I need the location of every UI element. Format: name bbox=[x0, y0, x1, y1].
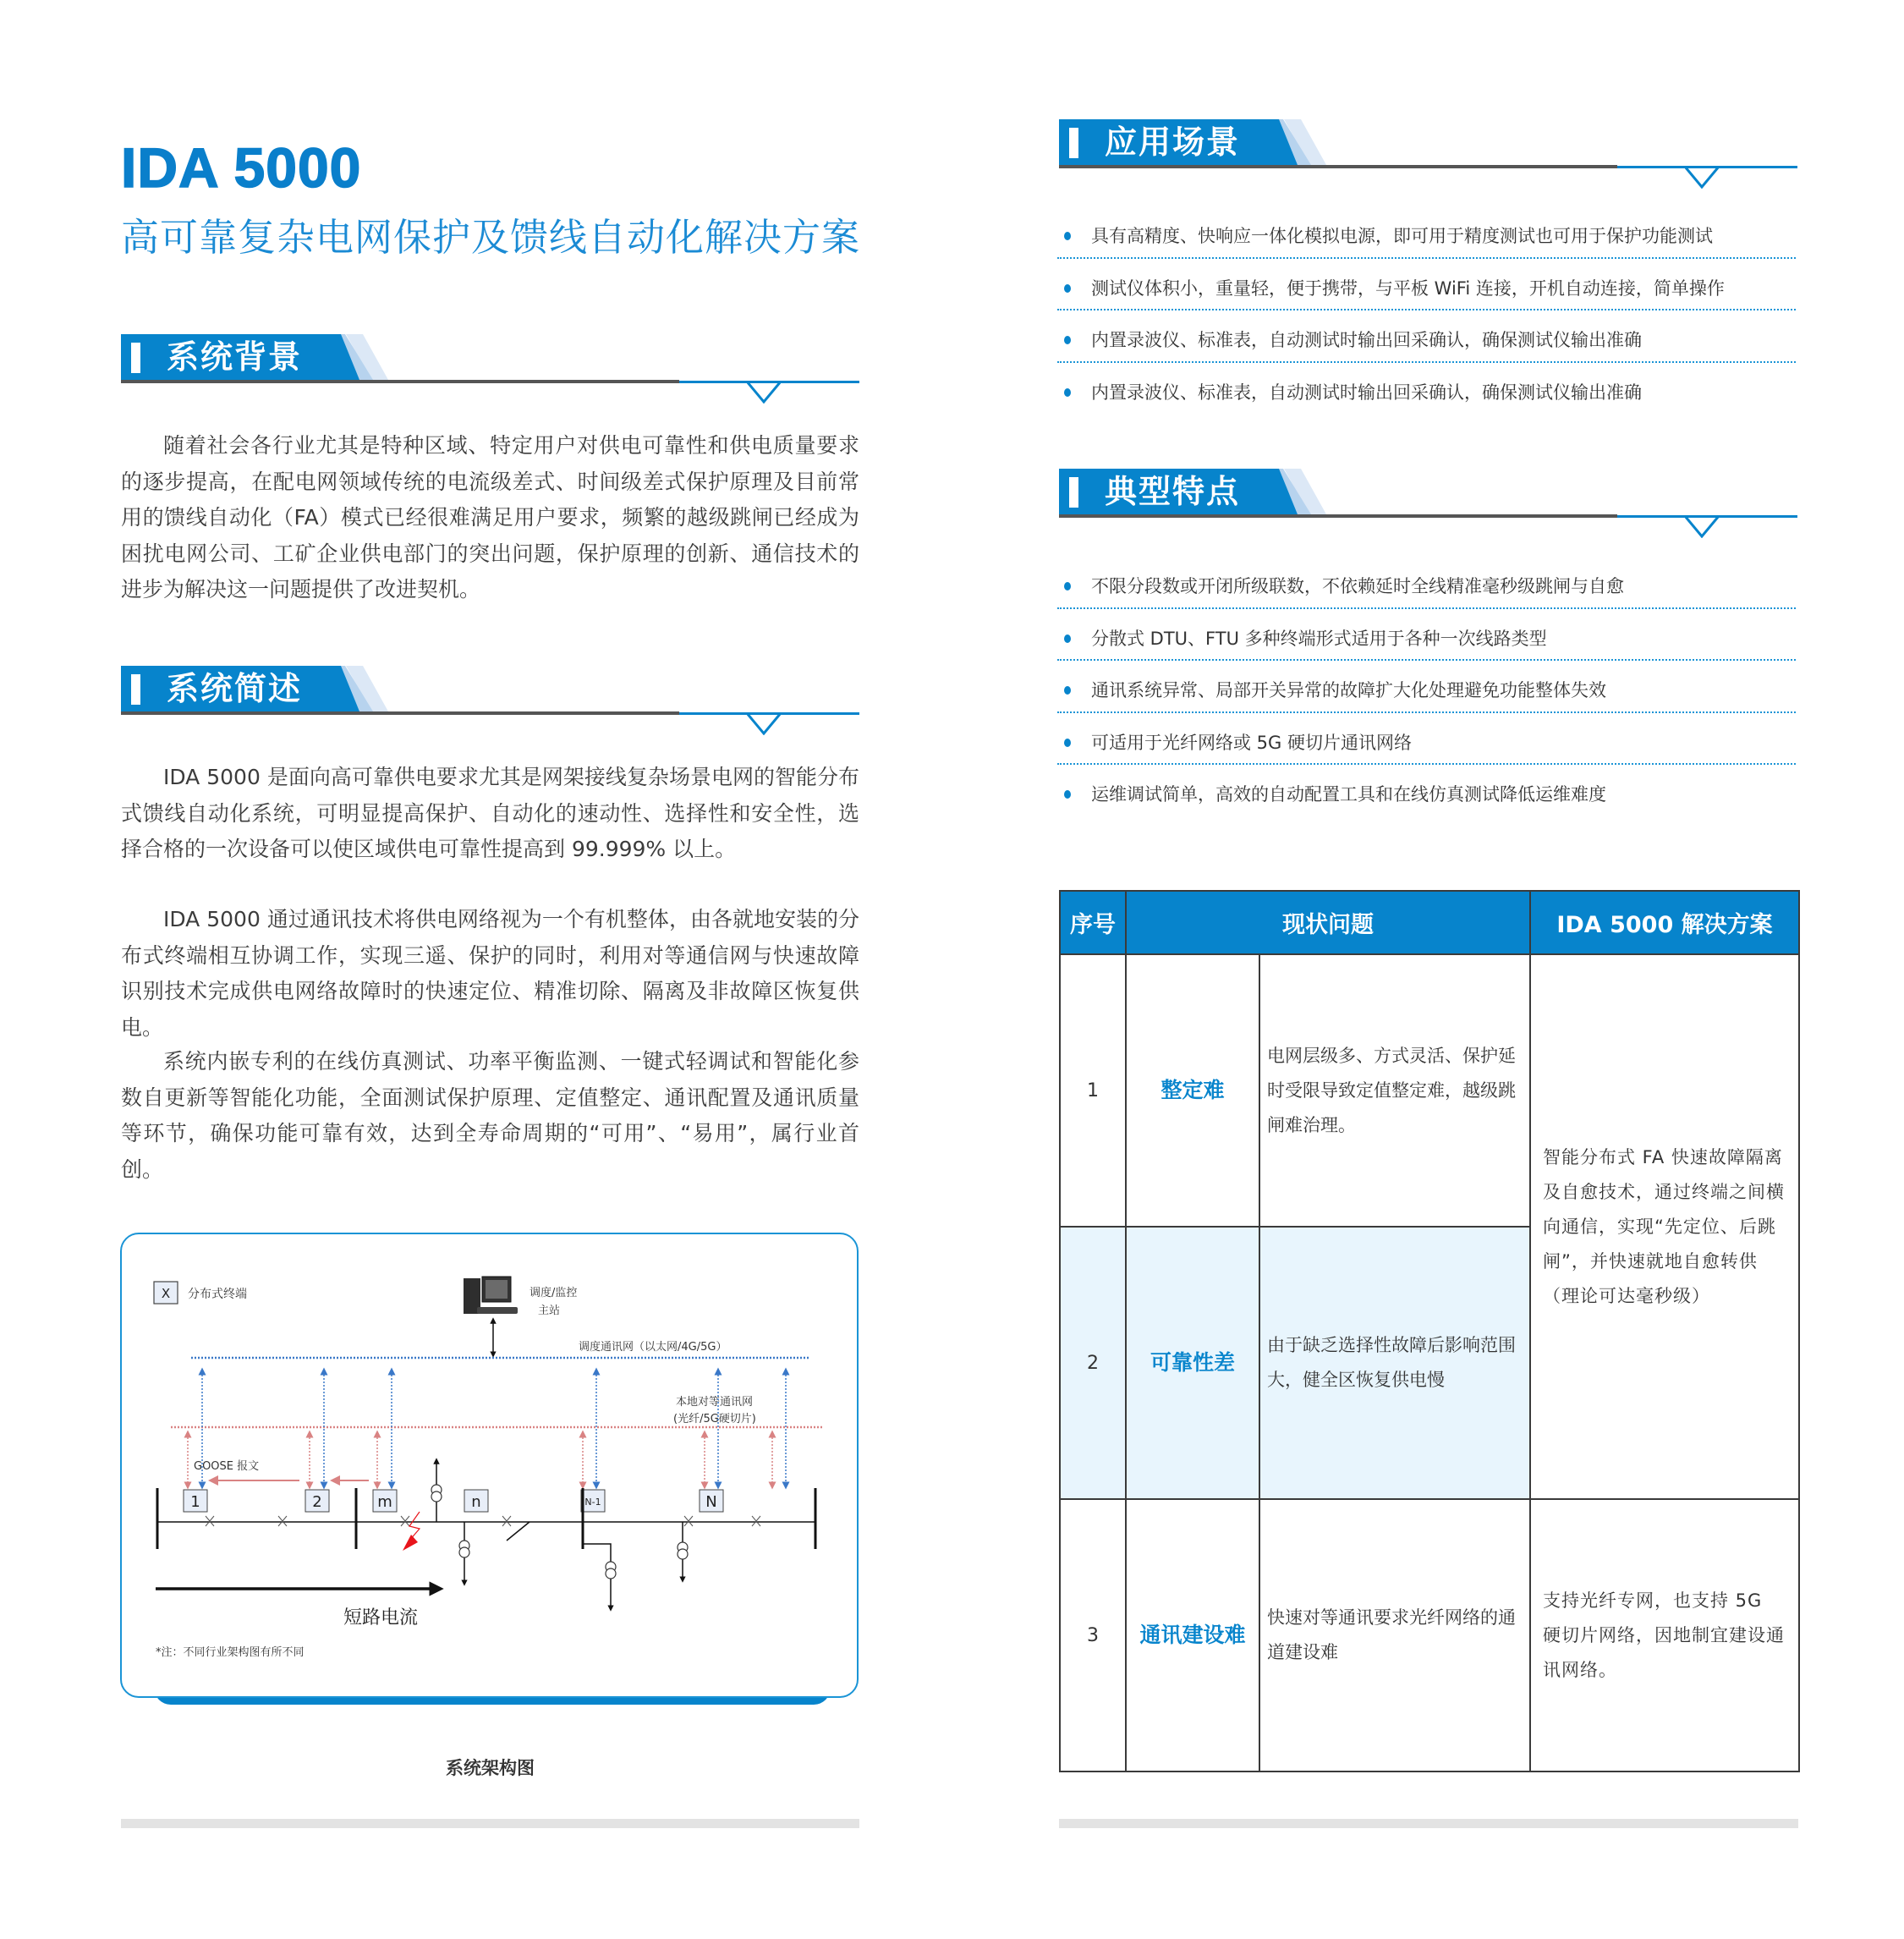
list-item: 运维调试简单，高效的自动配置工具和在线仿真测试降低运维难度 bbox=[1057, 765, 1796, 817]
column-header-no: 序号 bbox=[1060, 891, 1126, 954]
row-category: 通讯建设难 bbox=[1126, 1499, 1259, 1771]
svg-text:2: 2 bbox=[312, 1493, 322, 1511]
page-title: IDA 5000 bbox=[121, 136, 362, 199]
svg-text:1: 1 bbox=[190, 1493, 200, 1511]
diagram-caption: 系统架构图 bbox=[446, 1758, 535, 1778]
svg-text:N-1: N-1 bbox=[584, 1497, 601, 1508]
table-row bbox=[1060, 954, 1799, 1227]
table-header-row bbox=[1060, 891, 1799, 954]
list-item: 具有高精度、快响应一体化模拟电源，即可用于精度测试也可用于保护功能测试 bbox=[1057, 206, 1796, 259]
row-number: 1 bbox=[1060, 954, 1126, 1227]
computer-master-station-icon bbox=[464, 1277, 518, 1314]
footer-divider-left bbox=[121, 1819, 859, 1828]
header-rule bbox=[121, 380, 679, 383]
notch-chevron-icon bbox=[747, 711, 781, 735]
footer-divider-right bbox=[1059, 1819, 1798, 1828]
terminal-boxes bbox=[184, 1490, 723, 1512]
page-subtitle: 高可靠复杂电网保护及馈线自动化解决方案 bbox=[121, 215, 861, 260]
header-bar-icon bbox=[131, 674, 140, 705]
svg-text:(光纤/5G硬切片): (光纤/5G硬切片) bbox=[673, 1413, 756, 1425]
svg-text:N: N bbox=[705, 1493, 717, 1511]
list-item: 可适用于光纤网络或 5G 硬切片通讯网络 bbox=[1057, 713, 1796, 766]
bullet-icon bbox=[1064, 232, 1071, 240]
column-header-problem: 现状问题 bbox=[1126, 891, 1530, 954]
notch-chevron-icon bbox=[1685, 514, 1719, 538]
list-item: 内置录波仪、标准表，自动测试时输出回采确认，确保测试仪输出准确 bbox=[1057, 363, 1796, 415]
section-header-features bbox=[1059, 469, 1797, 538]
row-category: 整定难 bbox=[1126, 954, 1259, 1227]
svg-text:本地对等通讯网: 本地对等通讯网 bbox=[676, 1396, 754, 1409]
section-header-applications bbox=[1059, 119, 1797, 189]
section-heading: 应用场景 bbox=[1105, 124, 1241, 161]
bullet-icon bbox=[1064, 686, 1071, 695]
notch-chevron-icon bbox=[747, 380, 781, 404]
bullet-icon bbox=[1064, 582, 1071, 590]
svg-text:主站: 主站 bbox=[538, 1305, 561, 1317]
transformer-icons bbox=[431, 1461, 688, 1608]
section-header-background bbox=[121, 334, 859, 404]
applications-list bbox=[1057, 206, 1796, 415]
table-row bbox=[1060, 1499, 1799, 1771]
bullet-icon bbox=[1064, 284, 1071, 293]
row-problem: 电网层级多、方式灵活、保护延时受限导致定值整定难，越级跳闸难治理。 bbox=[1259, 954, 1530, 1227]
bullet-icon bbox=[1064, 388, 1071, 397]
svg-text:GOOSE 报文: GOOSE 报文 bbox=[194, 1460, 260, 1473]
overview-paragraph-1: IDA 5000 是面向高可靠供电要求尤其是网架接线复杂场景电网的智能分布式馈线自动化系统，可明显提高保护、自动化的速动性、选择性和安全性，选择合格的一次设备可以使区域供电可靠性提高到 99.999% 以上。 bbox=[121, 765, 859, 861]
row-problem: 由于缺乏选择性故障后影响范围大，健全区恢复供电慢 bbox=[1259, 1227, 1530, 1499]
svg-text:调度通讯网（以太网/4G/5G）: 调度通讯网（以太网/4G/5G） bbox=[579, 1341, 727, 1354]
header-rule bbox=[121, 711, 679, 715]
row-number: 3 bbox=[1060, 1499, 1126, 1771]
list-item: 不限分段数或开闭所级联数，不依赖延时全线精准毫秒级跳闸与自愈 bbox=[1057, 557, 1796, 609]
list-item: 内置录波仪、标准表，自动测试时输出回采确认，确保测试仪输出准确 bbox=[1057, 310, 1796, 363]
list-item: 测试仪体积小，重量轻，便于携带，与平板 WiFi 连接，开机自动连接，简单操作 bbox=[1057, 259, 1796, 311]
column-header-solution: IDA 5000 解决方案 bbox=[1530, 891, 1799, 954]
list-item: 分散式 DTU、FTU 多种终端形式适用于各种一次线路类型 bbox=[1057, 609, 1796, 662]
header-rule bbox=[1059, 514, 1617, 518]
fault-lightning-icon bbox=[403, 1512, 420, 1551]
background-paragraph: 随着社会各行业尤其是特种区域、特定用户对供电可靠性和供电质量要求的逐步提高，在配电网领域传统的电流级差式、时间级差式保护原理及目前常用的馈线自动化（FA）模式已经很难满足用户要求，频繁的越级跳闸已经成为困扰电网公司、工矿企业供电部门的突出问题，保护原理的创新、通信技术的进步为解决这一问题提供了改进契机。 bbox=[121, 433, 859, 601]
comparison-table bbox=[1059, 890, 1800, 1772]
section-heading: 典型特点 bbox=[1105, 473, 1241, 510]
header-bar-icon bbox=[1069, 128, 1078, 158]
bullet-icon bbox=[1064, 336, 1071, 344]
row-problem: 快速对等通讯要求光纤网络的通道建设难 bbox=[1259, 1499, 1530, 1771]
bullet-icon bbox=[1064, 739, 1071, 747]
section-heading: 系统简述 bbox=[167, 670, 303, 707]
section-header-overview bbox=[121, 666, 859, 735]
row-number: 2 bbox=[1060, 1227, 1126, 1499]
terminal-legend bbox=[154, 1282, 247, 1304]
svg-text:调度/监控: 调度/监控 bbox=[529, 1287, 578, 1299]
svg-text:n: n bbox=[471, 1493, 481, 1511]
diagram-frame bbox=[120, 1233, 859, 1698]
svg-text:*注：不同行业架构图有所不同: *注：不同行业架构图有所不同 bbox=[156, 1646, 305, 1659]
svg-text:X: X bbox=[161, 1286, 171, 1301]
header-bar-icon bbox=[131, 343, 140, 373]
list-item: 通讯系统异常、局部开关异常的故障扩大化处理避免功能整体失效 bbox=[1057, 661, 1796, 713]
header-rule bbox=[1059, 165, 1617, 168]
svg-text:m: m bbox=[377, 1493, 392, 1511]
notch-chevron-icon bbox=[1685, 165, 1719, 189]
architecture-diagram bbox=[120, 1233, 859, 1705]
overview-paragraph-2: IDA 5000 通过通讯技术将供电网络视为一个有机整体，由各就地安装的分布式终端相互协调工作，实现三遥、保护的同时，利用对等通信网与快速故障识别技术完成供电网络故障时的快速定位、精准切除、隔离及非故障区恢复供电。 bbox=[121, 907, 859, 1040]
header-bar-icon bbox=[1069, 477, 1078, 508]
overview-paragraph-3: 系统内嵌专利的在线仿真测试、功率平衡监测、一键式轻调试和智能化参数自更新等智能化功能，全面测试保护原理、定值整定、通讯配置及通讯质量等环节，确保功能可靠有效，达到全寿命周期的“可用”、“易用”，属行业首创。 bbox=[121, 1049, 859, 1182]
svg-text:分布式终端: 分布式终端 bbox=[188, 1288, 247, 1301]
row-solution-merged: 智能分布式 FA 快速故障隔离及自愈技术，通过终端之间横向通信，实现“先定位、后跳闸”，并快速就地自愈转供（理论可达毫秒级） bbox=[1530, 954, 1799, 1499]
row-solution: 支持光纤专网，也支持 5G 硬切片网络，因地制宜建设通讯网络。 bbox=[1530, 1499, 1799, 1771]
bullet-icon bbox=[1064, 790, 1071, 799]
section-heading: 系统背景 bbox=[167, 338, 303, 376]
row-category: 可靠性差 bbox=[1126, 1227, 1259, 1499]
svg-text:短路电流: 短路电流 bbox=[343, 1607, 419, 1629]
bullet-icon bbox=[1064, 634, 1071, 643]
features-list bbox=[1057, 557, 1796, 817]
